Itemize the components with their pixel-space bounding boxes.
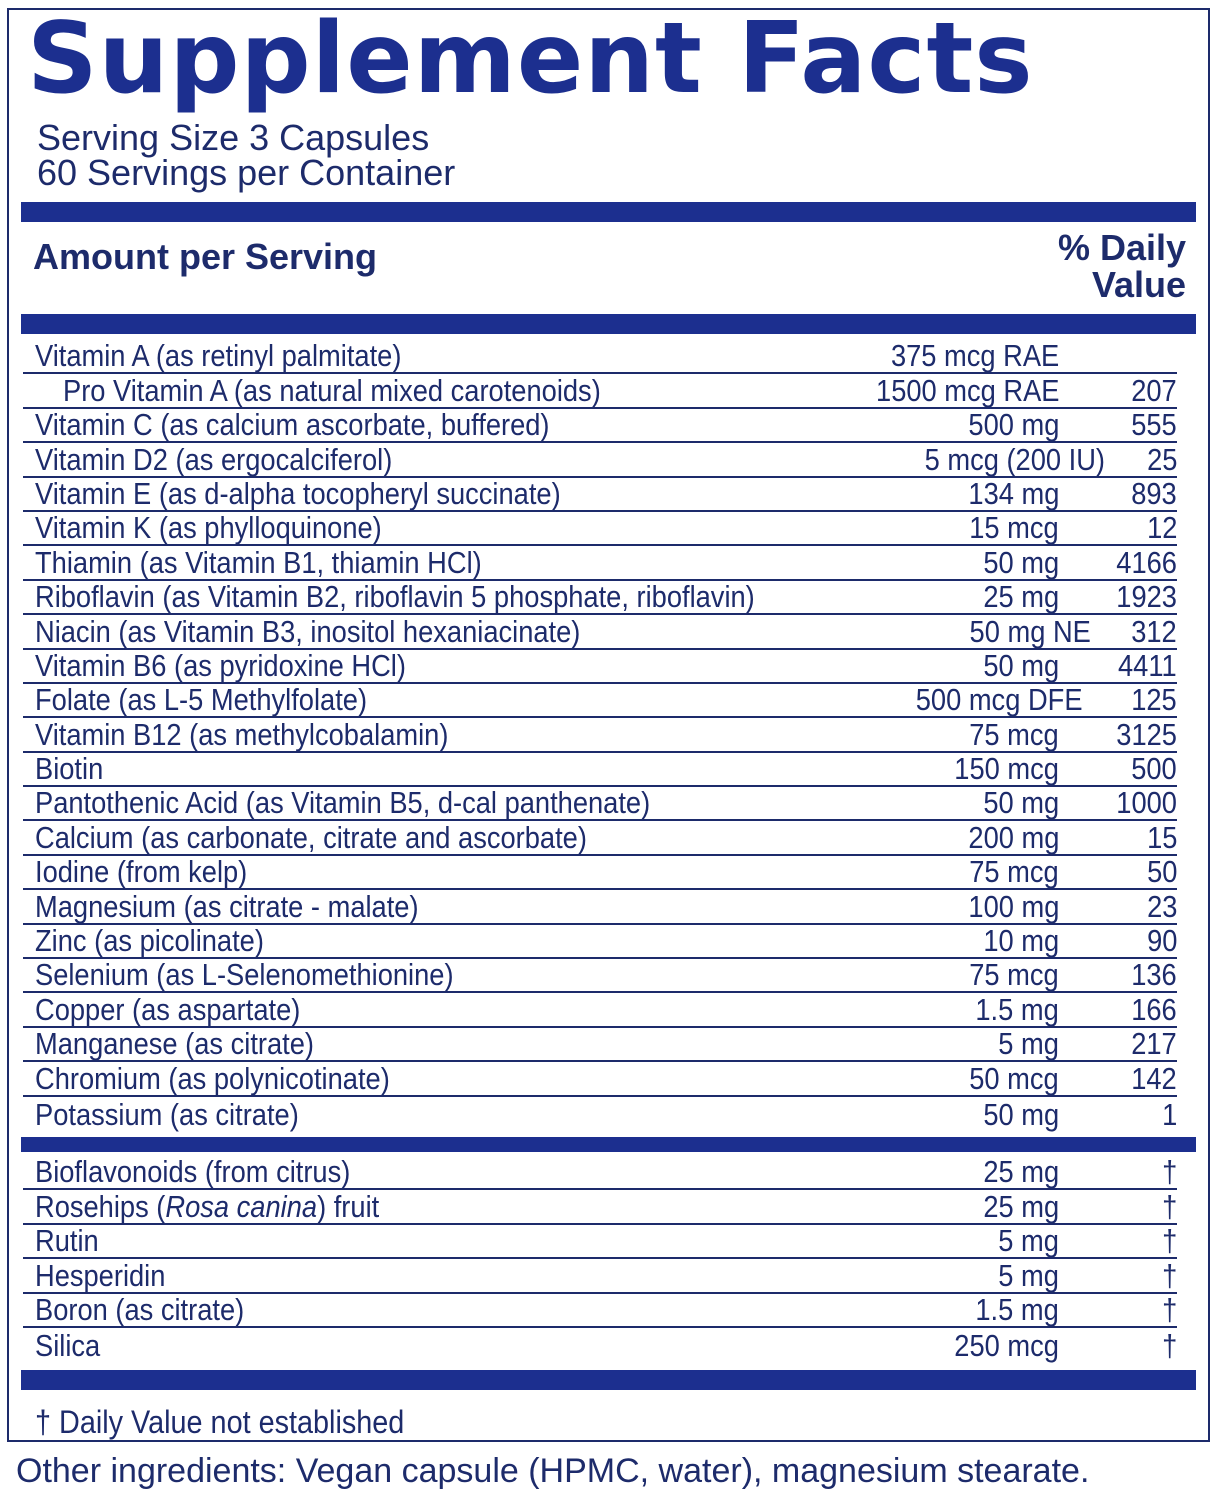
table-bottom-bar [21,1370,1196,1390]
table-row [23,615,1177,649]
table-row [23,1062,1177,1096]
nutrient-amount: 5 mg [998,1223,1059,1259]
table-row [23,925,1177,959]
table-row [23,684,1177,718]
nutrient-name: Manganese (as citrate) [35,1026,315,1062]
nutrient-daily-value: 125 [1131,682,1177,718]
table-row [23,890,1177,924]
nutrient-name: Vitamin B12 (as methylcobalamin) [35,716,449,752]
daily-value-header [1058,229,1186,303]
other-ingredients: Other ingredients: Vegan capsule (HPMC, water), magnesium stearate. [16,1452,1090,1490]
nutrient-amount: 100 mg [968,888,1059,924]
nutrient-daily-value: 500 [1131,751,1177,787]
table-row [23,1259,1177,1293]
nutrient-name: Riboflavin (as Vitamin B2, riboflavin 5 phosphate, riboflavin) [35,579,755,615]
nutrient-daily-value: 25 [1146,441,1177,477]
page-title: Supplement Facts [27,2,1034,116]
serving-size: Serving Size 3 Capsules [37,117,430,158]
nutrient-name: Boron (as citrate) [35,1291,245,1327]
nutrient-name: Vitamin K (as phylloquinone) [35,510,382,546]
table-row [23,409,1177,443]
daily-value-footnote: † Daily Value not established [35,1404,405,1440]
nutrient-daily-value: 3125 [1116,716,1177,752]
table-row [23,993,1177,1027]
nutrient-name: Folate (as L-5 Methylfolate) [35,682,368,718]
nutrient-name: Vitamin B6 (as pyridoxine HCl) [35,647,406,683]
nutrient-amount: 50 mg [983,1096,1059,1132]
daily-value-header-line2: Value [1091,264,1186,305]
nutrient-daily-value: 4166 [1116,544,1177,580]
section-divider-bar [21,1137,1196,1152]
nutrient-name: Rutin [35,1223,99,1259]
nutrient-daily-value: 1923 [1116,579,1177,615]
nutrient-amount: 250 mcg [954,1328,1059,1364]
nutrient-name: Bioflavonoids (from citrus) [35,1154,351,1190]
nutrient-amount: 1.5 mg [975,991,1059,1027]
table-top-bar [21,314,1196,334]
nutrient-amount: 15 mcg [969,510,1059,546]
header-divider-bar [21,202,1196,222]
nutrient-amount: 50 mg NE [969,613,1091,649]
nutrient-amount: 500 mcg DFE [916,682,1083,718]
table-row [23,443,1177,477]
dagger-mark: † [1161,1291,1177,1327]
table-row [23,340,1177,374]
nutrient-name: Selenium (as L-Selenomethionine) [35,957,454,993]
table-row [23,959,1177,993]
nutrient-name-part: Rosehips ( [35,1188,166,1224]
nutrient-amount: 50 mg [983,785,1059,821]
table-row [23,374,1177,408]
nutrient-name: Pantothenic Acid (as Vitamin B5, d-cal panthenate) [35,785,651,821]
nutrient-amount: 75 mcg [969,716,1059,752]
table-row [23,753,1177,787]
nutrient-table [23,340,1177,1131]
supplement-facts-panel [7,2,1210,1442]
nutrient-daily-value: 1 [1161,1096,1177,1132]
table-row [23,1328,1177,1362]
nutrient-daily-value: 90 [1146,923,1177,959]
nutrient-name-part: ) fruit [317,1188,380,1224]
nutrient-name: Calcium (as carbonate, citrate and ascorbate) [35,819,587,855]
nutrient-amount: 375 mcg RAE [890,338,1059,374]
nutrient-daily-value: 217 [1131,1026,1177,1062]
dagger-mark: † [1161,1223,1177,1259]
nutrient-name: Niacin (as Vitamin B3, inositol hexaniacinate) [35,613,581,649]
nutrient-daily-value: 555 [1131,407,1177,443]
nutrient-name: Pro Vitamin A (as natural mixed carotenoids) [63,372,601,408]
nutrient-daily-value: 166 [1131,991,1177,1027]
dagger-mark: † [1161,1257,1177,1293]
nutrient-amount: 5 mcg (200 IU) [924,441,1105,477]
nutrient-name: Thiamin (as Vitamin B1, thiamin HCl) [35,544,482,580]
nutrient-name: Vitamin E (as d-alpha tocopheryl succinate) [35,475,561,511]
nutrient-daily-value: 12 [1146,510,1177,546]
table-row [23,1190,1177,1224]
nutrient-amount: 200 mg [968,819,1059,855]
nutrient-daily-value: 4411 [1118,647,1177,683]
nutrient-daily-value: 207 [1131,372,1177,408]
nutrient-name: Biotin [35,751,104,787]
nutrient-amount: 50 mg [983,544,1059,580]
nutrient-daily-value: 893 [1131,475,1177,511]
nutrient-name: Vitamin C (as calcium ascorbate, buffered) [35,407,550,443]
nutrient-name: Vitamin A (as retinyl palmitate) [35,338,402,374]
nutrient-amount: 10 mg [983,923,1059,959]
nutrient-amount: 1500 mcg RAE [875,372,1059,408]
nutrient-amount: 5 mg [998,1026,1059,1062]
dagger-mark: † [1161,1188,1177,1224]
table-row [23,1291,1177,1328]
nutrient-name: Chromium (as polynicotinate) [35,1060,390,1096]
nutrient-amount: 25 mg [983,1154,1059,1190]
nutrient-amount: 150 mcg [954,751,1059,787]
nutrient-name: Silica [35,1328,101,1364]
nutrient-daily-value: 142 [1131,1060,1177,1096]
nutrient-name: Copper (as aspartate) [35,991,301,1027]
nutrient-amount: 500 mg [968,407,1059,443]
nutrient-amount: 75 mcg [969,957,1059,993]
table-row [23,821,1177,855]
nutrient-daily-value: 136 [1131,957,1177,993]
nutrient-daily-value: 1000 [1116,785,1177,821]
nutrient-amount: 50 mcg [969,1060,1059,1096]
nutrient-daily-value: 23 [1146,888,1177,924]
nutrient-amount: 25 mg [983,579,1059,615]
nutrient-amount: 50 mg [983,647,1059,683]
dagger-mark: † [1161,1328,1177,1364]
table-row [23,1097,1177,1131]
nutrient-daily-value: 312 [1131,613,1177,649]
other-nutrient-table [23,1156,1177,1362]
amount-per-serving-header: Amount per Serving [33,236,378,277]
nutrient-amount: 134 mg [968,475,1059,511]
dagger-mark: † [1161,1154,1177,1190]
nutrient-name: Vitamin D2 (as ergocalciferol) [35,441,393,477]
nutrient-name: Magnesium (as citrate - malate) [35,888,419,924]
nutrient-daily-value: 50 [1146,854,1177,890]
table-row [23,1225,1177,1259]
table-row [23,512,1177,546]
daily-value-header-line1: % Daily [1057,227,1186,268]
servings-per-container: 60 Servings per Container [37,152,456,193]
table-row [23,856,1177,890]
nutrient-name: Iodine (from kelp) [35,854,248,890]
nutrient-name: Potassium (as citrate) [35,1096,299,1132]
table-row [23,647,1177,684]
nutrient-amount: 1.5 mg [975,1291,1059,1327]
table-row [23,1028,1177,1062]
nutrient-name [35,1188,380,1224]
table-row [23,787,1177,821]
latin-name: Rosa canina [165,1188,318,1224]
table-row [23,1156,1177,1190]
table-row [23,718,1177,752]
nutrient-amount: 25 mg [983,1188,1059,1224]
table-row [23,546,1177,580]
nutrient-name: Zinc (as picolinate) [35,923,264,959]
table-row [23,581,1177,615]
nutrient-amount: 5 mg [998,1257,1059,1293]
nutrient-name: Hesperidin [35,1257,166,1293]
table-row [23,475,1177,512]
nutrient-daily-value: 15 [1146,819,1177,855]
nutrient-amount: 75 mcg [969,854,1059,890]
